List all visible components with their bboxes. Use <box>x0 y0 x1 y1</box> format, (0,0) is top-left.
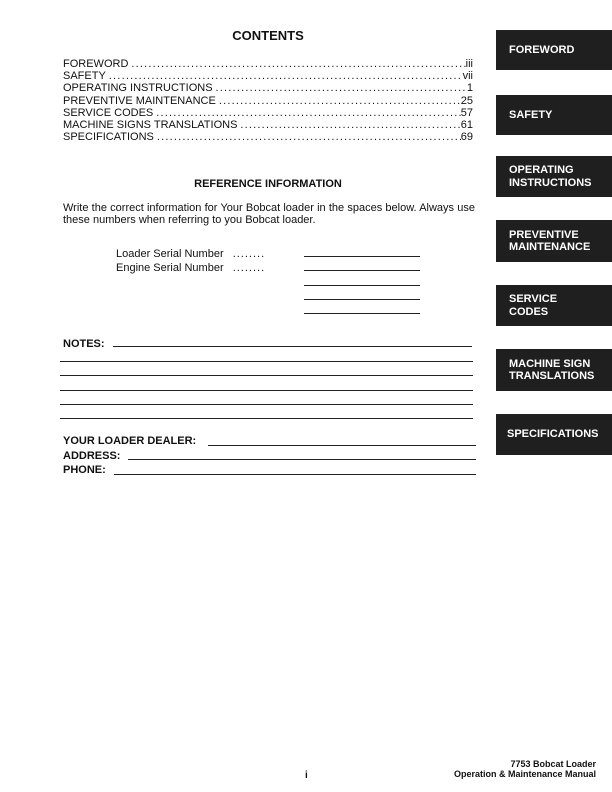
reference-instructions: Write the correct information for Your Bobcat loader in the spaces below. Always use these numbers when referring to you Bobcat loader. <box>63 202 475 227</box>
tab-preventive-maintenance[interactable] <box>496 220 612 262</box>
leader-dots: ........ <box>232 262 266 274</box>
tab-label: TRANSLATIONS <box>509 370 595 382</box>
tab-label: CODES <box>509 305 549 318</box>
reference-title: REFERENCE INFORMATION <box>194 178 342 190</box>
toc-page: 1 <box>466 82 473 95</box>
phone-label: PHONE: <box>63 464 106 476</box>
footer-manual: Operation & Maintenance Manual <box>453 769 596 779</box>
toc-entry-operating-instructions[interactable] <box>63 82 473 94</box>
serial-blank-field[interactable] <box>304 285 420 286</box>
engine-serial-field[interactable] <box>304 270 420 271</box>
notes-line[interactable] <box>60 361 473 362</box>
address-field[interactable] <box>128 459 476 460</box>
notes-line[interactable] <box>60 390 473 391</box>
phone-field[interactable] <box>114 474 476 475</box>
notes-line[interactable] <box>113 346 472 347</box>
toc-entry-safety[interactable] <box>63 70 473 82</box>
address-label: ADDRESS: <box>63 450 121 462</box>
loader-serial-field[interactable] <box>304 256 420 257</box>
toc-entry-machine-signs-translations[interactable] <box>63 119 473 131</box>
tab-foreword[interactable] <box>496 30 612 70</box>
tab-label: MACHINE SIGN <box>509 357 591 370</box>
notes-line[interactable] <box>60 375 473 376</box>
toc-entry-foreword[interactable] <box>63 58 473 70</box>
footer-model: 7753 Bobcat Loader <box>510 759 596 769</box>
table-of-contents <box>63 58 473 143</box>
toc-page: 69 <box>460 131 473 144</box>
tab-label: SAFETY <box>509 108 553 121</box>
dealer-label: YOUR LOADER DEALER: <box>63 435 197 447</box>
contents-title: CONTENTS <box>232 28 304 43</box>
toc-label: PREVENTIVE MAINTENANCE <box>63 94 216 107</box>
leader-dots: ........ <box>232 248 266 260</box>
toc-entry-specifications[interactable] <box>63 131 473 143</box>
toc-label: SERVICE CODES <box>63 106 154 119</box>
dealer-field[interactable] <box>208 445 476 446</box>
toc-page: vii <box>462 70 473 83</box>
loader-serial-label: Loader Serial Number ........ <box>116 248 266 260</box>
toc-page: 61 <box>460 119 473 132</box>
tab-operating-instructions[interactable] <box>496 156 612 197</box>
serial-blank-field[interactable] <box>304 313 420 314</box>
toc-page: 25 <box>460 94 473 107</box>
page-number: i <box>305 770 308 781</box>
toc-entry-preventive-maintenance[interactable] <box>63 95 473 107</box>
tab-label: SERVICE <box>509 293 558 305</box>
toc-entry-service-codes[interactable] <box>63 107 473 119</box>
tab-label: MAINTENANCE <box>509 241 591 253</box>
toc-page: 57 <box>460 106 473 119</box>
footer-title <box>454 759 596 779</box>
notes-line[interactable] <box>60 404 473 405</box>
engine-serial-label: Engine Serial Number ........ <box>116 262 266 274</box>
tab-label: INSTRUCTIONS <box>509 176 592 189</box>
tab-label: FOREWORD <box>509 43 575 56</box>
notes-label: NOTES: <box>63 338 105 350</box>
toc-label: OPERATING INSTRUCTIONS <box>63 82 213 95</box>
tab-label: PREVENTIVE <box>509 228 579 241</box>
tab-label: SPECIFICATIONS <box>507 428 599 441</box>
tab-specifications[interactable] <box>496 414 612 455</box>
tab-machine-sign-translations[interactable] <box>496 349 612 391</box>
toc-label: SAFETY <box>63 70 106 83</box>
tab-safety[interactable] <box>496 95 612 135</box>
toc-label: SPECIFICATIONS <box>63 131 154 144</box>
serial-blank-field[interactable] <box>304 299 420 300</box>
toc-page: iii <box>465 58 473 70</box>
notes-line[interactable] <box>60 418 473 419</box>
tab-label: OPERATING <box>509 164 574 176</box>
toc-label: MACHINE SIGNS TRANSLATIONS <box>63 119 238 132</box>
toc-label: FOREWORD <box>63 58 129 70</box>
tab-service-codes[interactable] <box>496 285 612 326</box>
